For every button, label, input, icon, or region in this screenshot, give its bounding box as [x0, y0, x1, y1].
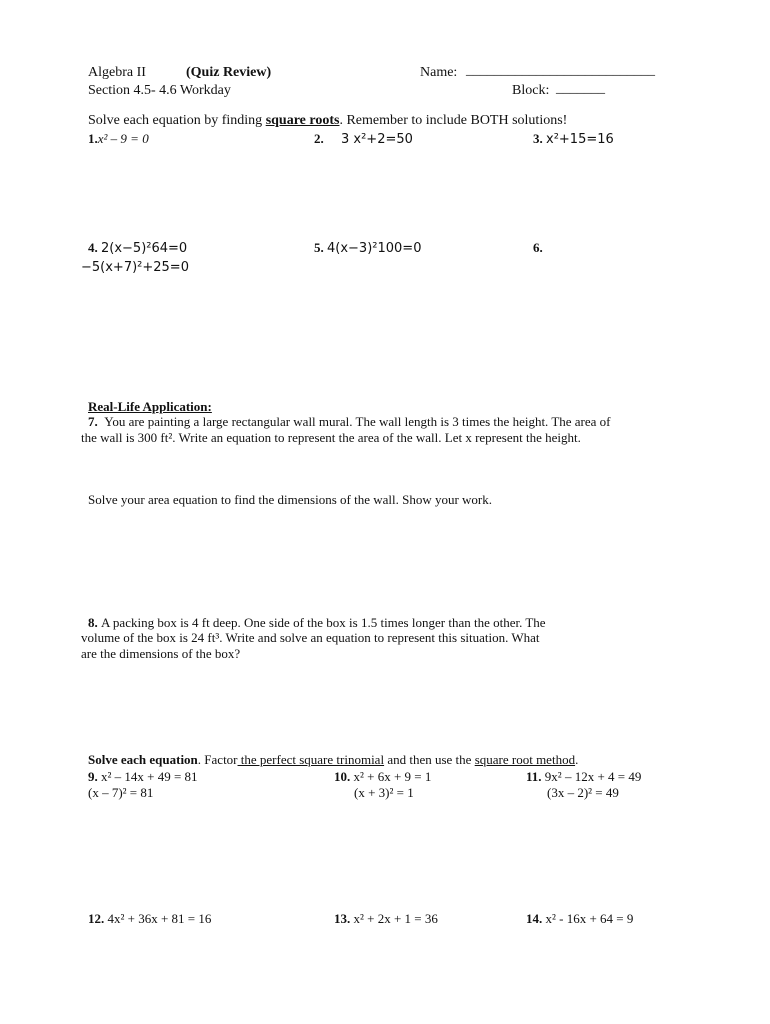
problem-1 [88, 131, 149, 147]
problem-11-factored: (3x – 2)² = 49 [547, 785, 619, 800]
instr-text-b: and then use the [384, 752, 475, 767]
problem-8-line-2: volume of the box is 24 ft³. Write and solve an equation to represent this situation. What [81, 630, 540, 645]
problem-equation: 4(x−3)²100=0 [327, 241, 422, 256]
problem-equation: x² – 14x + 49 = 81 [101, 769, 198, 784]
problem-number: 3. [533, 131, 543, 146]
problem-9 [88, 769, 198, 785]
problem-4 [88, 240, 187, 257]
problem-equation: 2(x−5)²64=0 [101, 241, 188, 256]
instr-square-root-method: square root method [474, 752, 576, 767]
problem-8-line-3: are the dimensions of the box? [81, 646, 241, 661]
problem-5 [314, 240, 421, 257]
problem-6-equation: −5(x+7)²+25=0 [81, 260, 189, 275]
problem-equation: x² – 9 = 0 [97, 131, 149, 146]
instr-bold: Solve each equation [88, 752, 198, 767]
problem-equation: 3 x²+2=50 [341, 132, 413, 147]
problem-equation: 4x² + 36x + 81 = 16 [107, 911, 212, 926]
instr-text-a: . Factor [197, 752, 238, 767]
instr-text-c: . [575, 752, 579, 767]
application-heading: Real-Life Application: [88, 399, 212, 414]
problem-number: 9. [88, 769, 98, 784]
problem-10 [334, 769, 431, 785]
block-blank[interactable]: _______ [556, 81, 605, 96]
problem-6 [533, 240, 543, 256]
problem-2 [314, 131, 413, 148]
instr-square-roots: square roots [265, 113, 340, 128]
problem-3 [533, 131, 614, 148]
instr-perfect-square-trinomial: the perfect square trinomial [237, 752, 385, 767]
name-label: Name: [420, 65, 458, 80]
problem-number: 7. [88, 414, 98, 429]
quiz-label: (Quiz Review) [186, 65, 272, 80]
problem-number: 14. [526, 911, 543, 926]
problem-equation: x²+15=16 [546, 132, 614, 147]
problem-8-line-1 [88, 615, 546, 631]
problem-number: 5. [314, 240, 324, 255]
problem-number: 13. [334, 911, 351, 926]
problem-13 [334, 911, 438, 927]
problem-number: 6. [533, 240, 543, 255]
problem-text: A packing box is 4 ft deep. One side of the box is 1.5 times longer than the other. The [101, 615, 546, 630]
problem-equation: 9x² – 12x + 4 = 49 [544, 769, 642, 784]
name-blank[interactable]: ___________________________ [466, 63, 655, 78]
block-label: Block: [512, 83, 550, 98]
instr-text-a: Solve each equation by finding [88, 113, 266, 128]
course-title: Algebra II [88, 65, 146, 80]
problem-7-line-2: the wall is 300 ft². Write an equation to represent the area of the wall. Let x represent the height. [81, 430, 581, 445]
problem-12 [88, 911, 211, 927]
problem-7-line-1 [88, 414, 611, 430]
instr-text-c: . Remember to include BOTH solutions! [339, 113, 568, 128]
problem-equation: x² - 16x + 64 = 9 [545, 911, 634, 926]
problem-11 [526, 769, 641, 785]
problem-number: 1. [88, 131, 98, 146]
problem-text: You are painting a large rectangular wall mural. The wall length is 3 times the height. The area of [104, 414, 611, 429]
problem-number: 11. [526, 769, 542, 784]
problem-number: 12. [88, 911, 105, 926]
section-title: Section 4.5- 4.6 Workday [88, 83, 231, 98]
problem-number: 8. [88, 615, 98, 630]
problem-9-factored: (x – 7)² = 81 [88, 785, 154, 800]
problem-14 [526, 911, 633, 927]
instructions-square-roots [88, 113, 567, 129]
problem-number: 4. [88, 240, 98, 255]
problem-equation: x² + 6x + 9 = 1 [353, 769, 432, 784]
problem-equation: x² + 2x + 1 = 36 [353, 911, 438, 926]
problem-number: 2. [314, 131, 324, 146]
problem-10-factored: (x + 3)² = 1 [354, 785, 414, 800]
problem-number: 10. [334, 769, 351, 784]
problem-7-solve-prompt: Solve your area equation to find the dimensions of the wall. Show your work. [88, 492, 493, 507]
instructions-factor [88, 752, 578, 768]
